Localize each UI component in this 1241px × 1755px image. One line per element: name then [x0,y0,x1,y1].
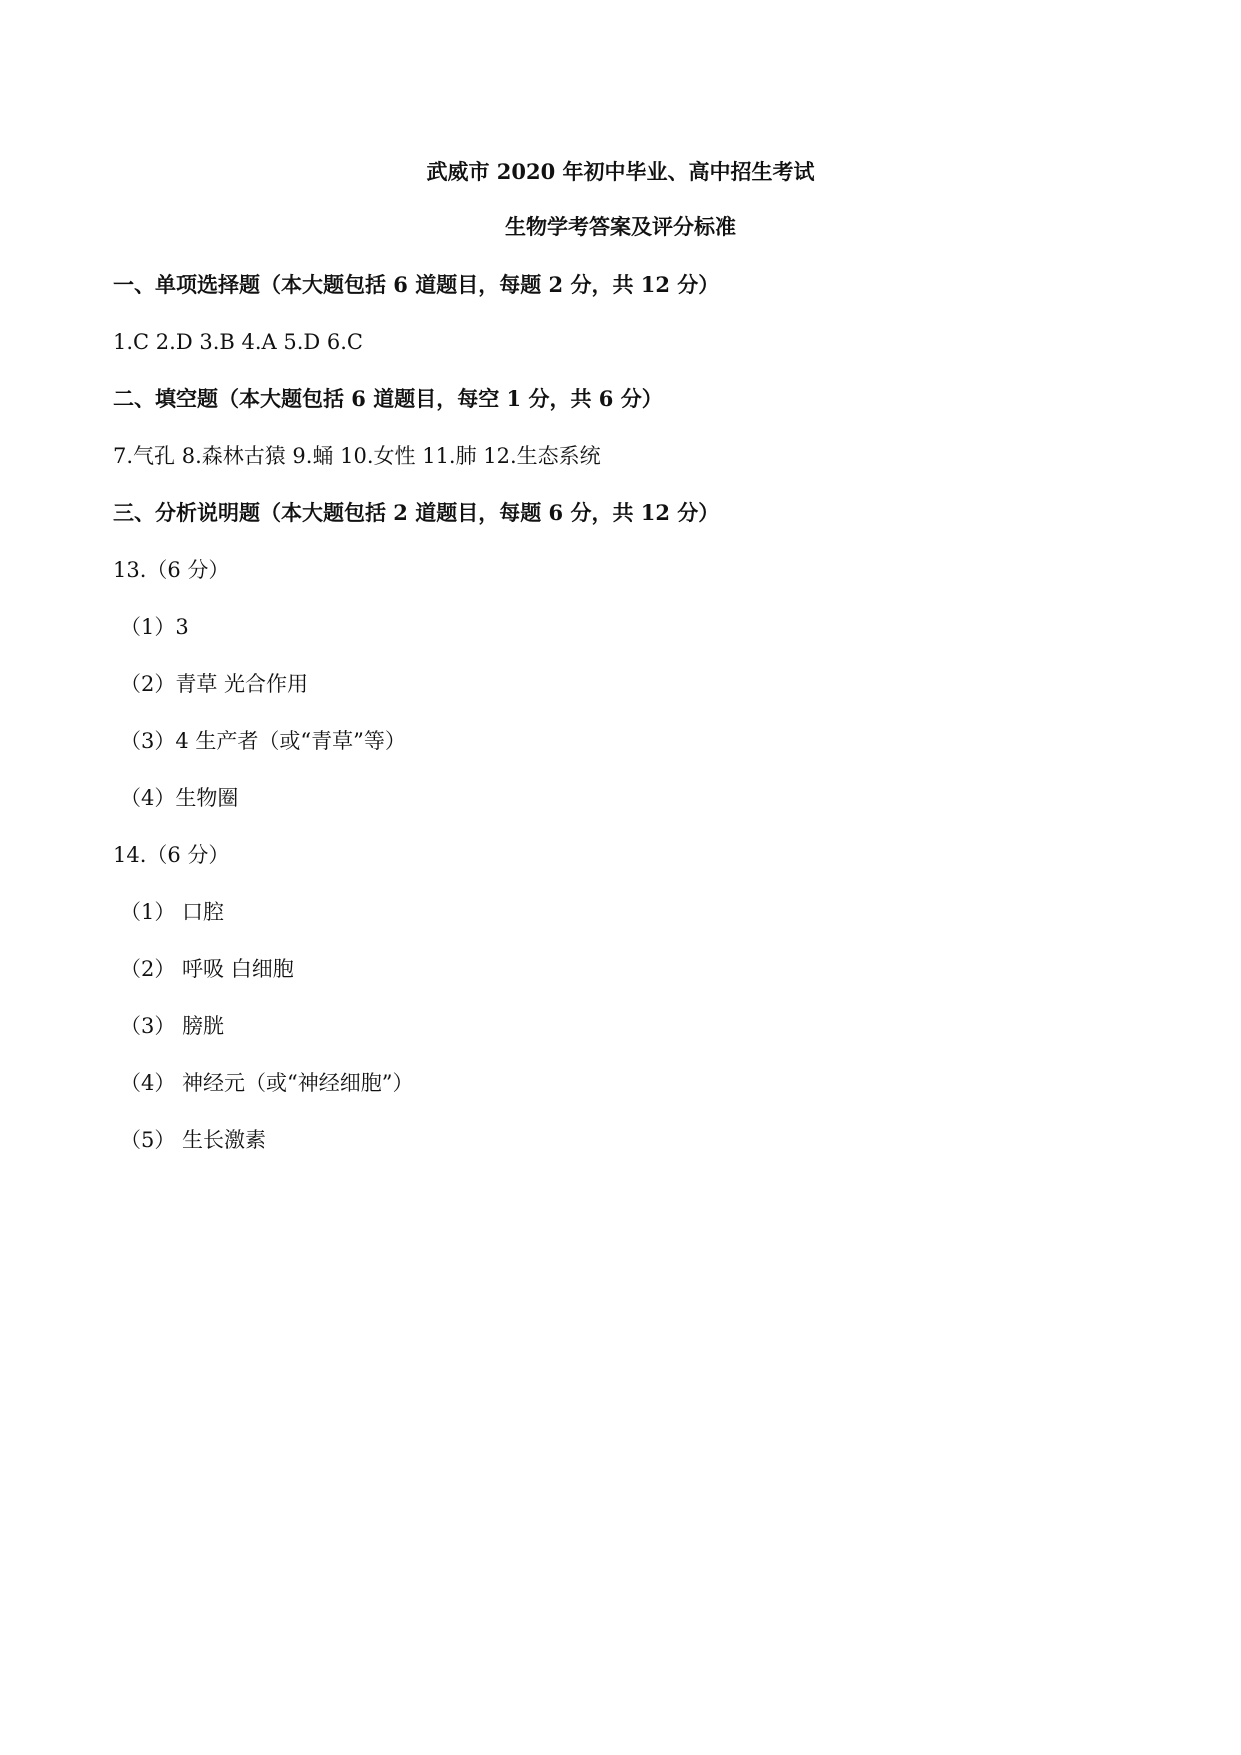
q14-answer-4: （4） 神经元（或“神经细胞”） [120,1071,414,1095]
q13-answer-2: （2）青草 光合作用 [120,672,309,696]
section1-heading: 一、单项选择题（本大题包括 6 道题目，每题 2 分，共 12 分） [113,272,720,297]
section2-heading: 二、填空题（本大题包括 6 道题目，每空 1 分，共 6 分） [113,386,663,411]
q14-answer-3: （3） 膀胱 [120,1014,225,1038]
q13-answer-1: （1）3 [120,615,189,639]
q14-answer-1: （1） 口腔 [120,900,225,924]
q14-answer-2: （2） 呼吸 白细胞 [120,957,294,981]
q13-answer-4: （4）生物圈 [120,786,239,810]
section1-answers: 1.C 2.D 3.B 4.A 5.D 6.C [113,330,364,354]
q14-answer-5: （5） 生长激素 [120,1128,267,1152]
question-13-label: 13.（6 分） [113,558,230,582]
q13-answer-3: （3）4 生产者（或“青草”等） [120,729,406,753]
question-14-label: 14.（6 分） [113,843,230,867]
section3-heading: 三、分析说明题（本大题包括 2 道题目，每题 6 分，共 12 分） [113,500,720,525]
page-title: 武威市 2020 年初中毕业、高中招生考试 [426,159,815,184]
section2-answers: 7.气孔 8.森林古猿 9.蛹 10.女性 11.肺 12.生态系统 [113,444,601,468]
page-subtitle: 生物学考答案及评分标准 [505,214,736,239]
